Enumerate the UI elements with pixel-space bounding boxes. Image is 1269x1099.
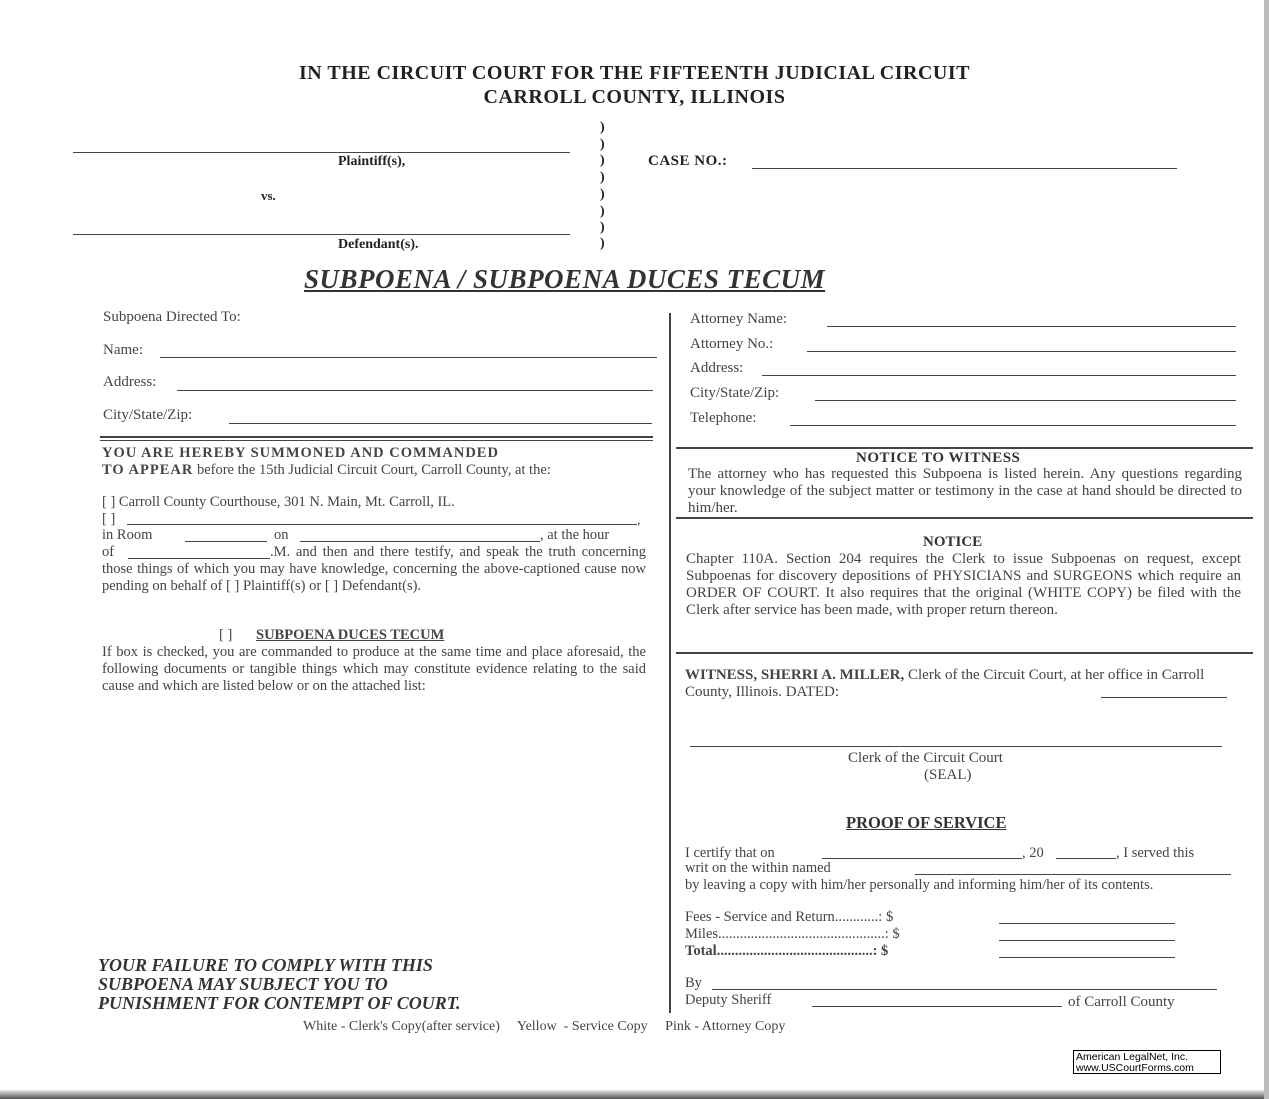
year-prefix: , 20 bbox=[1022, 845, 1044, 861]
telephone-label: Telephone: bbox=[690, 410, 757, 426]
name-field[interactable] bbox=[160, 357, 657, 358]
deputy-sheriff-label: Deputy Sheriff bbox=[685, 992, 772, 1008]
american-legalnet-logo: American LegalNet, Inc. www.USCourtForms.com bbox=[1073, 1050, 1221, 1074]
room-label: in Room bbox=[102, 527, 153, 543]
defendant-line[interactable] bbox=[73, 234, 570, 235]
fees-field[interactable] bbox=[999, 923, 1175, 924]
right-rule-2 bbox=[676, 517, 1253, 519]
hour-label: , at the hour bbox=[540, 527, 610, 543]
writ-label: writ on the within named bbox=[685, 860, 831, 876]
duces-paragraph: If box is checked, you are commanded to produce at the same time and place aforesaid, the following documents or tangible things which may constitute evidence relating to the said cause and which are listed below or on the attached list: bbox=[102, 644, 646, 694]
attorney-address-field[interactable] bbox=[762, 375, 1236, 376]
warning-line-2: SUBPOENA MAY SUBJECT YOU TO bbox=[98, 974, 388, 994]
right-rule-3 bbox=[676, 652, 1253, 654]
served-label: , I served this bbox=[1116, 845, 1195, 861]
notice-to-witness-heading: NOTICE TO WITNESS bbox=[856, 450, 1021, 466]
attorney-name-label: Attorney Name: bbox=[690, 311, 788, 327]
total-label: Total...........................................: $ bbox=[685, 943, 889, 959]
plaintiff-label: Plaintiff(s), bbox=[338, 154, 406, 169]
on-label: on bbox=[274, 527, 289, 543]
court-header-line2: CARROLL COUNTY, ILLINOIS bbox=[483, 86, 786, 108]
comma-mark: , bbox=[637, 513, 641, 528]
attorney-address-label: Address: bbox=[690, 360, 744, 376]
city-state-zip-field[interactable] bbox=[229, 423, 652, 424]
miles-label: Miles..............................................: $ bbox=[685, 926, 900, 942]
left-rule-1 bbox=[100, 436, 653, 438]
address-field[interactable] bbox=[177, 390, 653, 391]
subpoena-directed-to-label: Subpoena Directed To: bbox=[103, 309, 241, 325]
column-divider bbox=[669, 313, 671, 1013]
deputy-sheriff-field[interactable] bbox=[812, 1006, 1062, 1007]
attorney-no-field[interactable] bbox=[807, 351, 1236, 352]
defendant-checkbox[interactable]: [ ] Defendant(s). bbox=[324, 578, 422, 594]
of-carroll-county: of Carroll County bbox=[1068, 994, 1175, 1010]
date-field[interactable] bbox=[300, 541, 540, 542]
room-field[interactable] bbox=[185, 541, 267, 542]
scan-edge-bottom bbox=[0, 1090, 1269, 1099]
service-date-field[interactable] bbox=[822, 858, 1022, 859]
dated-field[interactable] bbox=[1101, 697, 1227, 698]
warning-line-1: YOUR FAILURE TO COMPLY WITH THIS bbox=[98, 955, 433, 975]
attorney-name-field[interactable] bbox=[827, 326, 1236, 327]
copy-distribution: White - Clerk's Copy(after service) Yellow - Service Copy Pink - Attorney Copy bbox=[303, 1019, 786, 1034]
attorney-no-label: Attorney No.: bbox=[690, 336, 774, 352]
fees-label: Fees - Service and Return............: $ bbox=[685, 909, 894, 925]
clerk-title: Clerk of the Circuit Court bbox=[848, 750, 1003, 766]
scan-edge-right bbox=[1264, 0, 1269, 1099]
notice-text: Chapter 110A. Section 204 requires the Clerk to issue Subpoenas on request, except Subpoenas for discovery depositions of PHYSICIANS and SURGEONS which require an ORDER OF COURT. It also requires that the original (WHITE COPY) be filed with the Clerk after service has been made, with proper return thereon. bbox=[686, 551, 1241, 618]
left-rule-2 bbox=[100, 440, 653, 441]
total-field[interactable] bbox=[999, 957, 1175, 958]
service-year-field[interactable] bbox=[1056, 858, 1116, 859]
case-no-field[interactable] bbox=[752, 168, 1177, 169]
by-label: By bbox=[685, 975, 702, 991]
attorney-city-label: City/State/Zip: bbox=[690, 385, 780, 401]
defendant-label: Defendant(s). bbox=[338, 237, 419, 252]
case-no-label: CASE NO.: bbox=[648, 153, 728, 169]
courthouse-option[interactable]: [ ] Carroll County Courthouse, 301 N. Main, Mt. Carroll, IL. bbox=[102, 494, 455, 510]
plaintiff-line[interactable] bbox=[73, 152, 570, 153]
summons-paragraph: YOU ARE HEREBY SUMMONED AND COMMANDED TO APPEAR before the 15th Judicial Circuit Court, Carroll County, at the: bbox=[102, 445, 551, 478]
notice-to-witness-text: The attorney who has requested this Subpoena is listed herein. Any questions regarding your knowledge of the subject matter or testimony in the case at hand should be directed to him/her. bbox=[688, 466, 1242, 516]
clerk-signature-line[interactable] bbox=[690, 746, 1222, 747]
certify-label: I certify that on bbox=[685, 845, 775, 861]
plaintiff-checkbox[interactable]: [ ] Plaintiff(s) or bbox=[226, 578, 322, 594]
miles-field[interactable] bbox=[999, 940, 1175, 941]
court-header-line1: IN THE CIRCUIT COURT FOR THE FIFTEENTH JUDICIAL CIRCUIT bbox=[298, 62, 970, 84]
address-label: Address: bbox=[103, 374, 157, 390]
city-state-zip-label: City/State/Zip: bbox=[103, 407, 193, 423]
testify-paragraph: .M. and then and there testify, and speak the truth concerning those things of which you may have knowledge, concerning the above-captioned cause now pending on behalf of [ ] Plaintiff(s) or [ ] Defendant(s). bbox=[102, 544, 646, 594]
by-signature-field[interactable] bbox=[712, 989, 1217, 990]
other-location-field[interactable] bbox=[127, 524, 637, 525]
warning-line-3: PUNISHMENT FOR CONTEMPT OF COURT. bbox=[98, 993, 461, 1013]
vs-label: vs. bbox=[261, 188, 276, 203]
telephone-field[interactable] bbox=[790, 425, 1236, 426]
name-label: Name: bbox=[103, 342, 143, 358]
form-title: SUBPOENA / SUBPOENA DUCES TECUM bbox=[304, 264, 826, 294]
attorney-city-field[interactable] bbox=[815, 400, 1236, 401]
proof-of-service-heading: PROOF OF SERVICE bbox=[846, 813, 1007, 832]
seal-label: (SEAL) bbox=[924, 767, 972, 783]
witness-paragraph: WITNESS, SHERRI A. MILLER, Clerk of the Circuit Court, at her office in Carroll County, Illinois. DATED: bbox=[685, 667, 1205, 700]
notice-heading: NOTICE bbox=[923, 534, 983, 550]
right-rule-1 bbox=[676, 447, 1253, 449]
leaving-copy-text: by leaving a copy with him/her personally and informing him/her of its contents. bbox=[685, 877, 1154, 893]
duces-checkbox[interactable]: [ ] bbox=[219, 627, 233, 643]
duces-heading: SUBPOENA DUCES TECUM bbox=[256, 627, 445, 643]
named-person-field[interactable] bbox=[915, 874, 1231, 875]
other-location-checkbox[interactable]: [ ] bbox=[102, 511, 116, 527]
of-label: of bbox=[102, 544, 115, 560]
